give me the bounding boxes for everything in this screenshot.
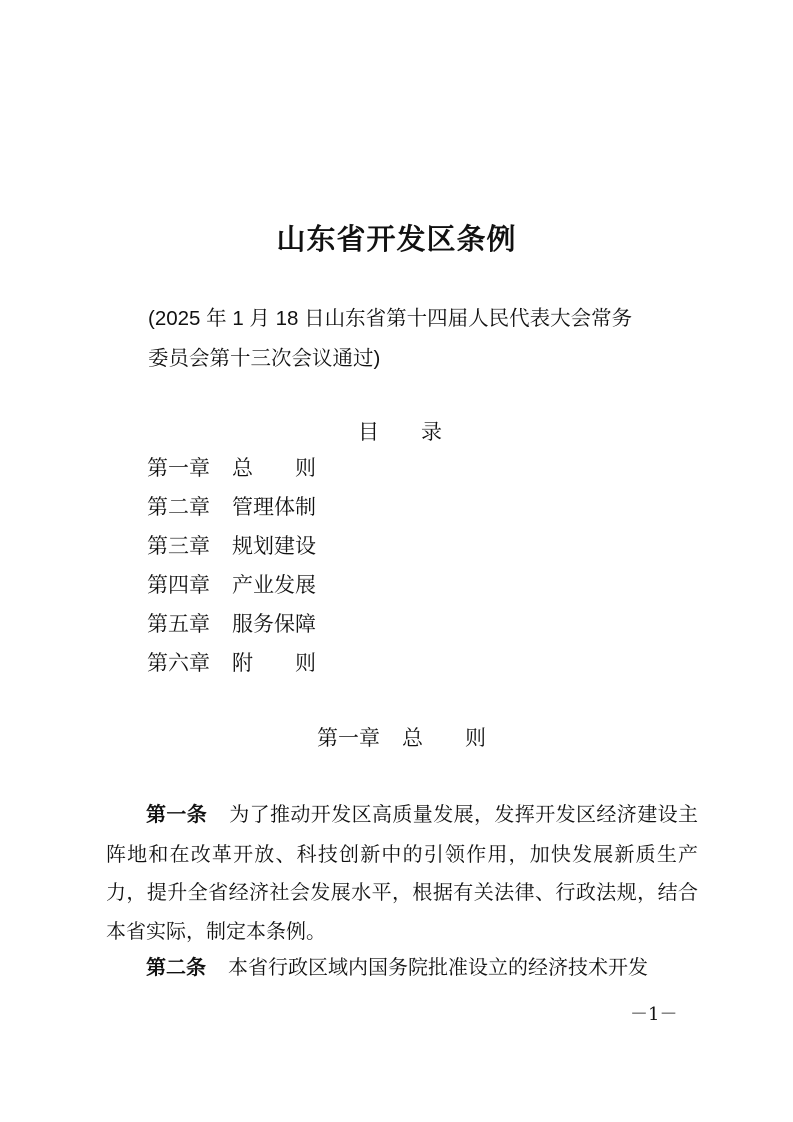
chapter-name-char-1: 总 xyxy=(402,727,423,750)
toc-chapter-name: 服务保障 xyxy=(232,613,316,636)
toc-chapter-name: 规划建设 xyxy=(232,535,316,558)
chapter-number: 第一章 xyxy=(317,727,380,750)
toc-item-chapter-1 xyxy=(147,454,316,493)
toc-chapter-name-char-1: 附 xyxy=(232,652,253,675)
toc-chapter-number: 第三章 xyxy=(147,535,210,558)
table-of-contents xyxy=(147,454,316,688)
page-number: －1－ xyxy=(630,1004,678,1025)
adoption-note-line-2: 委员会第十三次会议通过) xyxy=(148,347,381,370)
adoption-note-line-1: (2025 年 1 月 18 日山东省第十四届人民代表大会常务 xyxy=(148,307,633,330)
article-text: 本省行政区域内国务院批准设立的经济技术开发 xyxy=(228,955,648,979)
toc-chapter-name: 管理体制 xyxy=(232,496,316,519)
toc-heading-char-2: 录 xyxy=(421,421,442,444)
toc-chapter-name xyxy=(232,649,316,679)
toc-heading-char-1: 目 xyxy=(358,421,379,444)
toc-chapter-name-char-2: 则 xyxy=(295,652,316,675)
toc-chapter-number: 第六章 xyxy=(147,652,210,675)
toc-chapter-number: 第一章 xyxy=(147,457,210,480)
toc-chapter-name: 产业发展 xyxy=(232,574,316,597)
toc-chapter-name-char-2: 则 xyxy=(295,457,316,480)
toc-item-chapter-3 xyxy=(147,532,316,571)
toc-item-chapter-2 xyxy=(147,493,316,532)
toc-heading xyxy=(358,416,442,446)
chapter-heading xyxy=(317,722,486,752)
toc-item-chapter-4 xyxy=(147,571,316,610)
article-label: 第二条 xyxy=(146,957,206,979)
document-title: 山东省开发区条例 xyxy=(276,222,517,256)
article-label: 第一条 xyxy=(146,804,208,826)
toc-item-chapter-5 xyxy=(147,610,316,649)
article-1 xyxy=(106,795,698,950)
toc-item-chapter-6 xyxy=(147,649,316,688)
chapter-name-char-2: 则 xyxy=(465,727,486,750)
article-2 xyxy=(106,948,698,988)
toc-chapter-name-char-1: 总 xyxy=(232,457,253,480)
toc-chapter-number: 第四章 xyxy=(147,574,210,597)
toc-chapter-name xyxy=(232,454,316,484)
article-text: 为了推动开发区高质量发展，发挥开发区经济建设主阵地和在改革开放、科技创新中的引领作用，加快发展新质生产力，提升全省经济社会发展水平，根据有关法律、行政法规，结合本省实际，制定本条例。 xyxy=(106,802,699,943)
toc-chapter-number: 第五章 xyxy=(147,613,210,636)
toc-chapter-number: 第二章 xyxy=(147,496,210,519)
